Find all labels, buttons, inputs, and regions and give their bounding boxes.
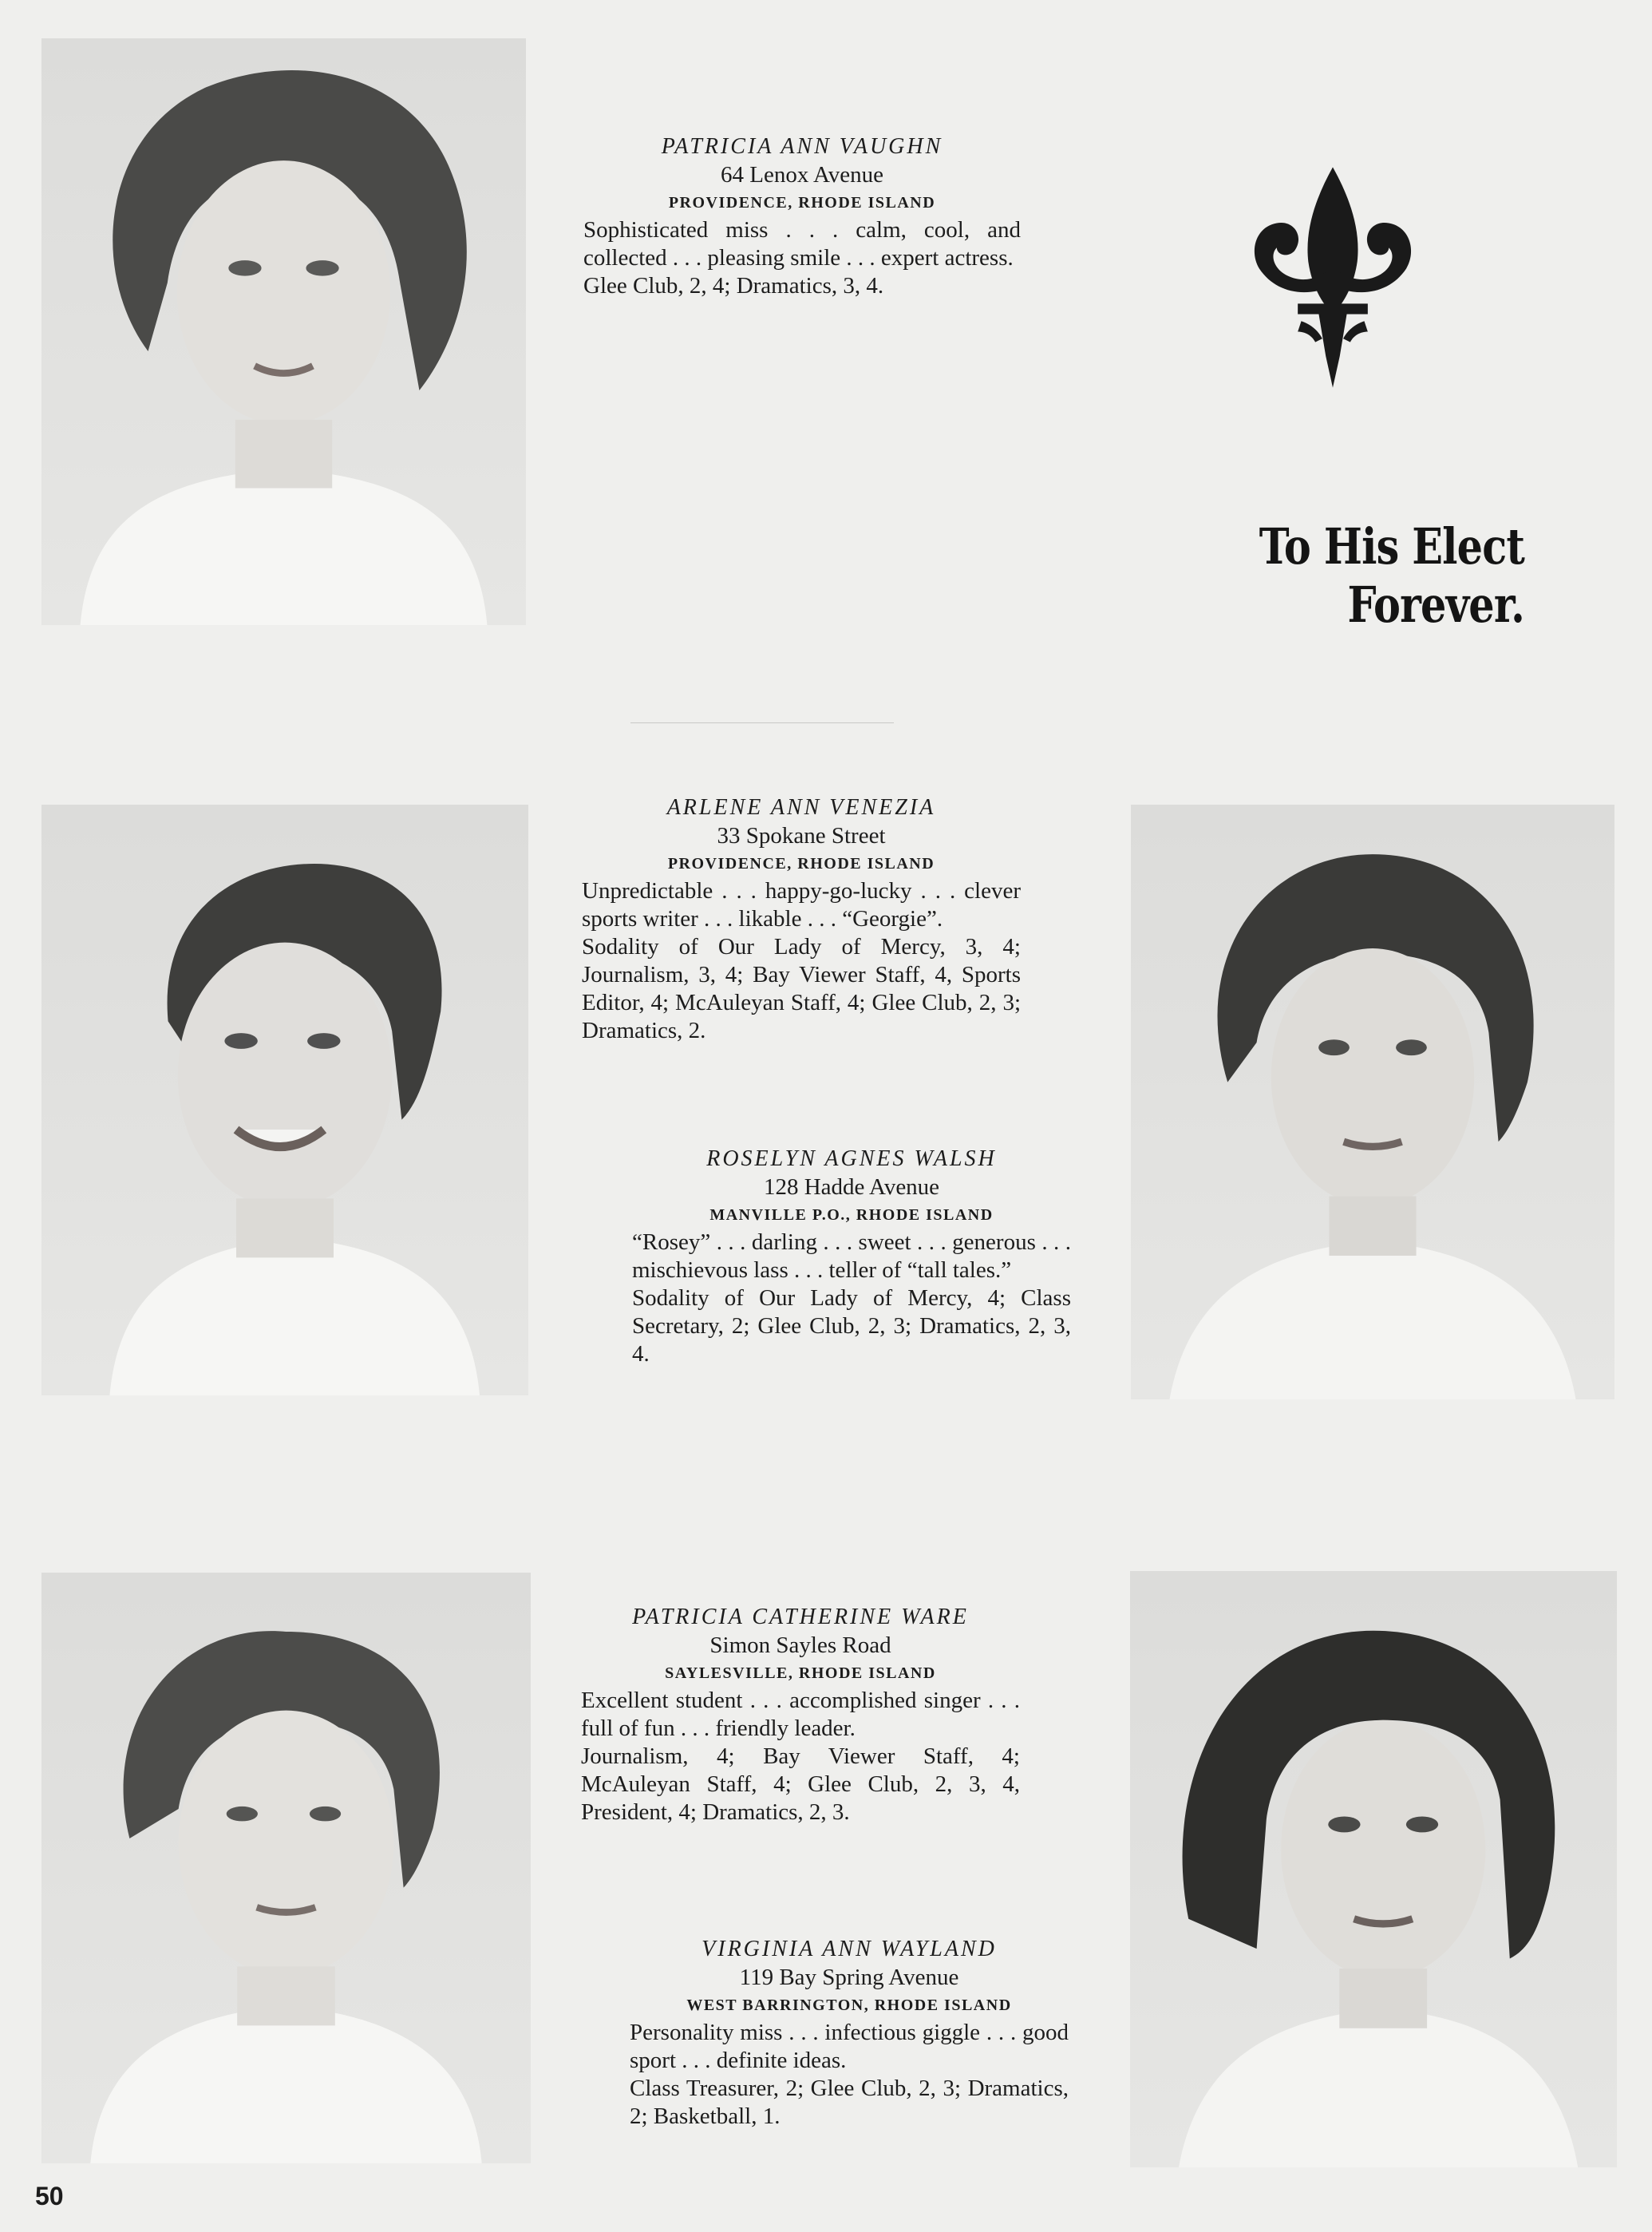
- portrait-photo-walsh: [1131, 805, 1614, 1399]
- student-city: PROVIDENCE, RHODE ISLAND: [668, 194, 936, 212]
- student-street: 64 Lenox Avenue: [720, 162, 884, 188]
- student-entry-walsh: [632, 1145, 1071, 1368]
- student-description: Excellent student . . . accomplished singer . . . full of fun . . . friendly leader.: [581, 1688, 1020, 1741]
- student-street: 128 Hadde Avenue: [763, 1174, 940, 1200]
- student-name: PATRICIA ANN VAUGHN: [661, 134, 943, 159]
- student-activities: Class Treasurer, 2; Glee Club, 2, 3; Dramatics, 2; Basketball, 1.: [630, 2076, 1069, 2129]
- student-city: MANVILLE P.O., RHODE ISLAND: [709, 1206, 994, 1224]
- student-activities: Sodality of Our Lady of Mercy, 3, 4; Journalism, 3, 4; Bay Viewer Staff, 4, Sports Editor, 4; McAuleyan Staff, 4; Glee Club, 2, 3; Dramatics, 2.: [582, 934, 1021, 1043]
- student-entry-venezia: [582, 793, 1021, 1045]
- student-activities: Sodality of Our Lady of Mercy, 4; Class Secretary, 2; Glee Club, 2, 3; Dramatics, 2, 3, 4.: [632, 1285, 1071, 1367]
- student-entry-vaughn: [583, 133, 1021, 300]
- student-entry-wayland: [630, 1935, 1069, 2131]
- motto-heading: To His Elect Forever.: [1259, 517, 1524, 634]
- student-description: “Rosey” . . . darling . . . sweet . . . generous . . . mischievous lass . . . teller of “tall tales.”: [632, 1229, 1071, 1283]
- section-divider: [630, 722, 894, 723]
- portrait-photo-venezia: [41, 805, 528, 1395]
- portrait-photo-vaughn: [41, 38, 526, 625]
- student-name: VIRGINIA ANN WAYLAND: [702, 1937, 997, 1961]
- student-description: Sophisticated miss . . . calm, cool, and collected . . . pleasing smile . . . expert actress.: [583, 217, 1021, 271]
- student-entry-ware: [581, 1603, 1020, 1826]
- student-activities: Glee Club, 2, 4; Dramatics, 3, 4.: [583, 273, 884, 299]
- student-activities: Journalism, 4; Bay Viewer Staff, 4; McAuleyan Staff, 4; Glee Club, 2, 3, 4, President, 4; Dramatics, 2, 3.: [581, 1743, 1020, 1825]
- student-city: SAYLESVILLE, RHODE ISLAND: [665, 1664, 936, 1682]
- page-number: 50: [35, 2182, 64, 2210]
- student-description: Personality miss . . . infectious giggle . . . good sport . . . definite ideas.: [630, 2020, 1069, 2073]
- student-name: ARLENE ANN VENEZIA: [666, 795, 936, 820]
- student-description: Unpredictable . . . happy-go-lucky . . . clever sports writer . . . likable . . . “Georgie”.: [582, 878, 1021, 932]
- student-city: PROVIDENCE, RHODE ISLAND: [667, 855, 935, 873]
- student-street: 119 Bay Spring Avenue: [739, 1965, 959, 1990]
- student-street: 33 Spokane Street: [717, 823, 886, 849]
- student-name: ROSELYN AGNES WALSH: [706, 1146, 997, 1171]
- student-name: PATRICIA CATHERINE WARE: [632, 1605, 969, 1629]
- student-street: Simon Sayles Road: [709, 1632, 891, 1658]
- fleur-de-lis-icon: [1245, 164, 1421, 391]
- student-city: WEST BARRINGTON, RHODE ISLAND: [686, 1997, 1012, 2014]
- portrait-photo-wayland: [1130, 1571, 1617, 2167]
- portrait-photo-ware: [41, 1573, 531, 2163]
